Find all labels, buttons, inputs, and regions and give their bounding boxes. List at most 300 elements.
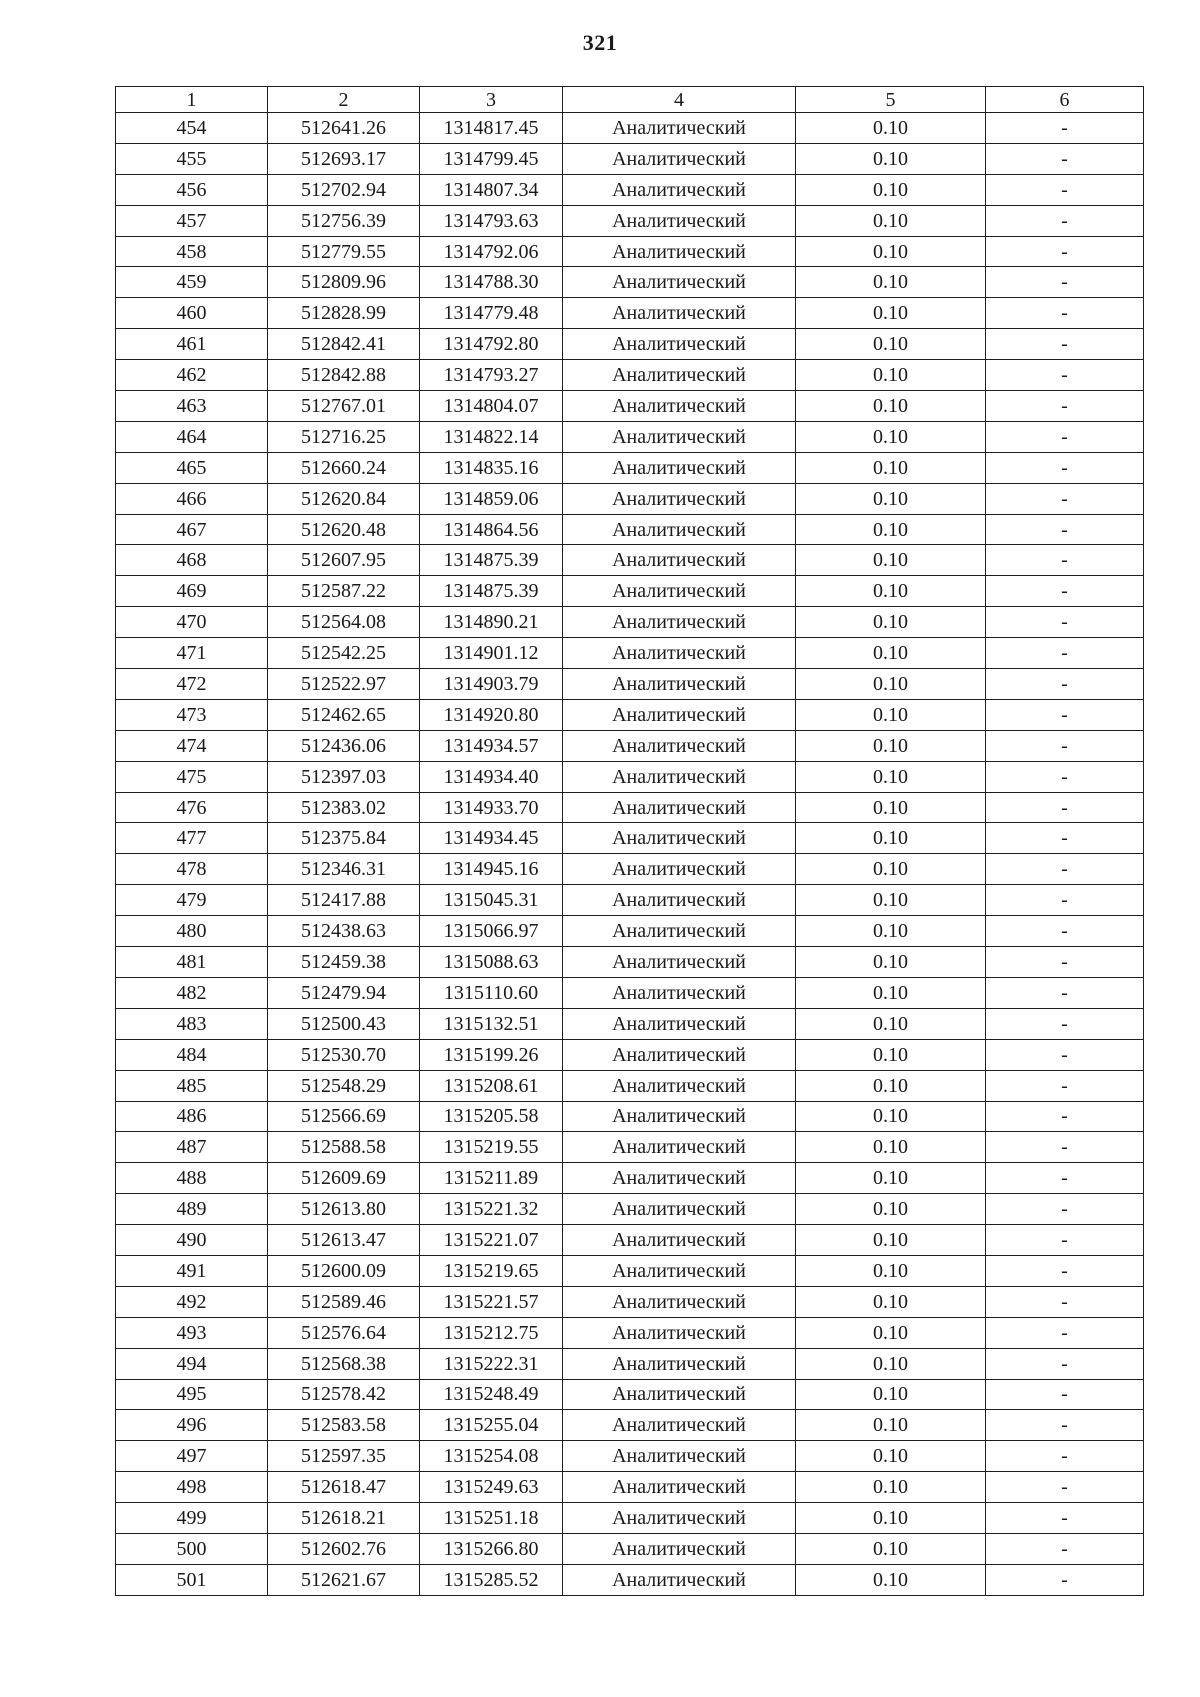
- cell-coordinate-x: 512779.55: [268, 236, 420, 267]
- cell-coordinate-x: 512397.03: [268, 761, 420, 792]
- table-row: [116, 452, 1144, 483]
- cell-point-number: 482: [116, 977, 268, 1008]
- cell-point-number: 460: [116, 298, 268, 329]
- cell-coordinate-x: 512375.84: [268, 823, 420, 854]
- table-row: [116, 699, 1144, 730]
- cell-coordinate-y: 1314807.34: [420, 174, 563, 205]
- cell-coordinate-y: 1315255.04: [420, 1410, 563, 1441]
- cell-accuracy: 0.10: [796, 421, 986, 452]
- cell-method: Аналитический: [563, 885, 796, 916]
- cell-note: -: [986, 1194, 1144, 1225]
- cell-method: Аналитический: [563, 1225, 796, 1256]
- cell-coordinate-x: 512620.48: [268, 514, 420, 545]
- cell-accuracy: 0.10: [796, 1286, 986, 1317]
- cell-point-number: 498: [116, 1472, 268, 1503]
- cell-point-number: 458: [116, 236, 268, 267]
- cell-accuracy: 0.10: [796, 1070, 986, 1101]
- cell-accuracy: 0.10: [796, 1008, 986, 1039]
- cell-accuracy: 0.10: [796, 761, 986, 792]
- table-row: [116, 1503, 1144, 1534]
- cell-point-number: 490: [116, 1225, 268, 1256]
- cell-accuracy: 0.10: [796, 452, 986, 483]
- cell-note: -: [986, 1101, 1144, 1132]
- cell-point-number: 473: [116, 699, 268, 730]
- cell-accuracy: 0.10: [796, 174, 986, 205]
- cell-accuracy: 0.10: [796, 792, 986, 823]
- table-row: [116, 236, 1144, 267]
- cell-point-number: 475: [116, 761, 268, 792]
- cell-accuracy: 0.10: [796, 576, 986, 607]
- cell-point-number: 462: [116, 360, 268, 391]
- cell-coordinate-y: 1315088.63: [420, 947, 563, 978]
- cell-point-number: 477: [116, 823, 268, 854]
- cell-coordinate-y: 1314817.45: [420, 113, 563, 144]
- cell-accuracy: 0.10: [796, 391, 986, 422]
- cell-coordinate-x: 512660.24: [268, 452, 420, 483]
- cell-coordinate-x: 512542.25: [268, 638, 420, 669]
- cell-point-number: 486: [116, 1101, 268, 1132]
- table-row: [116, 638, 1144, 669]
- cell-method: Аналитический: [563, 545, 796, 576]
- cell-note: -: [986, 854, 1144, 885]
- cell-method: Аналитический: [563, 1132, 796, 1163]
- cell-coordinate-y: 1315132.51: [420, 1008, 563, 1039]
- cell-method: Аналитический: [563, 854, 796, 885]
- cell-coordinate-y: 1315285.52: [420, 1564, 563, 1595]
- cell-point-number: 463: [116, 391, 268, 422]
- table-row: [116, 174, 1144, 205]
- cell-note: -: [986, 267, 1144, 298]
- cell-coordinate-y: 1314779.48: [420, 298, 563, 329]
- cell-coordinate-x: 512522.97: [268, 669, 420, 700]
- cell-method: Аналитический: [563, 1286, 796, 1317]
- cell-accuracy: 0.10: [796, 607, 986, 638]
- cell-point-number: 484: [116, 1039, 268, 1070]
- cell-coordinate-x: 512583.58: [268, 1410, 420, 1441]
- cell-coordinate-y: 1315199.26: [420, 1039, 563, 1070]
- cell-point-number: 501: [116, 1564, 268, 1595]
- cell-coordinate-x: 512568.38: [268, 1348, 420, 1379]
- table-row: [116, 329, 1144, 360]
- cell-coordinate-x: 512693.17: [268, 143, 420, 174]
- cell-accuracy: 0.10: [796, 699, 986, 730]
- cell-method: Аналитический: [563, 452, 796, 483]
- cell-coordinate-x: 512564.08: [268, 607, 420, 638]
- cell-point-number: 488: [116, 1163, 268, 1194]
- cell-method: Аналитический: [563, 483, 796, 514]
- cell-coordinate-y: 1315249.63: [420, 1472, 563, 1503]
- cell-method: Аналитический: [563, 1163, 796, 1194]
- cell-method: Аналитический: [563, 267, 796, 298]
- cell-accuracy: 0.10: [796, 514, 986, 545]
- cell-accuracy: 0.10: [796, 947, 986, 978]
- cell-coordinate-x: 512618.21: [268, 1503, 420, 1534]
- cell-note: -: [986, 113, 1144, 144]
- cell-point-number: 474: [116, 730, 268, 761]
- cell-note: -: [986, 483, 1144, 514]
- cell-note: -: [986, 421, 1144, 452]
- cell-coordinate-y: 1314934.40: [420, 761, 563, 792]
- cell-point-number: 476: [116, 792, 268, 823]
- table-row: [116, 1472, 1144, 1503]
- table-row: [116, 885, 1144, 916]
- cell-accuracy: 0.10: [796, 669, 986, 700]
- cell-point-number: 492: [116, 1286, 268, 1317]
- table-row: [116, 1379, 1144, 1410]
- cell-note: -: [986, 792, 1144, 823]
- cell-coordinate-y: 1314788.30: [420, 267, 563, 298]
- cell-coordinate-x: 512767.01: [268, 391, 420, 422]
- cell-accuracy: 0.10: [796, 730, 986, 761]
- cell-method: Аналитический: [563, 113, 796, 144]
- cell-method: Аналитический: [563, 576, 796, 607]
- cell-point-number: 459: [116, 267, 268, 298]
- cell-coordinate-y: 1314934.57: [420, 730, 563, 761]
- cell-note: -: [986, 452, 1144, 483]
- table-row: [116, 1163, 1144, 1194]
- cell-method: Аналитический: [563, 947, 796, 978]
- cell-accuracy: 0.10: [796, 1564, 986, 1595]
- table-row: [116, 607, 1144, 638]
- cell-coordinate-x: 512462.65: [268, 699, 420, 730]
- cell-note: -: [986, 669, 1144, 700]
- cell-note: -: [986, 1255, 1144, 1286]
- cell-method: Аналитический: [563, 792, 796, 823]
- cell-point-number: 483: [116, 1008, 268, 1039]
- cell-accuracy: 0.10: [796, 329, 986, 360]
- cell-point-number: 495: [116, 1379, 268, 1410]
- cell-accuracy: 0.10: [796, 916, 986, 947]
- cell-coordinate-x: 512417.88: [268, 885, 420, 916]
- table-row: [116, 792, 1144, 823]
- cell-coordinate-y: 1315221.57: [420, 1286, 563, 1317]
- table-row: [116, 421, 1144, 452]
- cell-note: -: [986, 1564, 1144, 1595]
- cell-point-number: 471: [116, 638, 268, 669]
- table-row: [116, 298, 1144, 329]
- cell-note: -: [986, 143, 1144, 174]
- cell-coordinate-x: 512842.41: [268, 329, 420, 360]
- cell-method: Аналитический: [563, 360, 796, 391]
- cell-method: Аналитический: [563, 391, 796, 422]
- cell-point-number: 485: [116, 1070, 268, 1101]
- cell-note: -: [986, 1286, 1144, 1317]
- cell-accuracy: 0.10: [796, 1410, 986, 1441]
- cell-coordinate-y: 1314903.79: [420, 669, 563, 700]
- cell-coordinate-x: 512383.02: [268, 792, 420, 823]
- cell-note: -: [986, 699, 1144, 730]
- cell-coordinate-y: 1315110.60: [420, 977, 563, 1008]
- table-row: [116, 514, 1144, 545]
- cell-coordinate-x: 512500.43: [268, 1008, 420, 1039]
- cell-coordinate-x: 512756.39: [268, 205, 420, 236]
- cell-coordinate-x: 512589.46: [268, 1286, 420, 1317]
- cell-coordinate-y: 1314835.16: [420, 452, 563, 483]
- table-row: [116, 1441, 1144, 1472]
- table-row: [116, 267, 1144, 298]
- cell-method: Аналитический: [563, 1101, 796, 1132]
- cell-method: Аналитический: [563, 1379, 796, 1410]
- cell-accuracy: 0.10: [796, 977, 986, 1008]
- cell-coordinate-x: 512436.06: [268, 730, 420, 761]
- cell-accuracy: 0.10: [796, 545, 986, 576]
- header-cell-2: 2: [268, 87, 420, 113]
- cell-coordinate-x: 512479.94: [268, 977, 420, 1008]
- cell-coordinate-x: 512578.42: [268, 1379, 420, 1410]
- cell-point-number: 491: [116, 1255, 268, 1286]
- table-row: [116, 1039, 1144, 1070]
- cell-coordinate-y: 1315221.32: [420, 1194, 563, 1225]
- cell-coordinate-y: 1315219.55: [420, 1132, 563, 1163]
- table-row: [116, 761, 1144, 792]
- cell-point-number: 487: [116, 1132, 268, 1163]
- cell-note: -: [986, 916, 1144, 947]
- cell-note: -: [986, 1070, 1144, 1101]
- cell-accuracy: 0.10: [796, 1348, 986, 1379]
- coordinates-table: [115, 86, 1144, 1596]
- cell-coordinate-y: 1315266.80: [420, 1533, 563, 1564]
- cell-note: -: [986, 360, 1144, 391]
- cell-coordinate-x: 512576.64: [268, 1317, 420, 1348]
- cell-method: Аналитический: [563, 1070, 796, 1101]
- cell-coordinate-y: 1314859.06: [420, 483, 563, 514]
- cell-point-number: 466: [116, 483, 268, 514]
- cell-note: -: [986, 205, 1144, 236]
- cell-accuracy: 0.10: [796, 1194, 986, 1225]
- cell-accuracy: 0.10: [796, 1163, 986, 1194]
- cell-coordinate-x: 512716.25: [268, 421, 420, 452]
- cell-coordinate-y: 1314822.14: [420, 421, 563, 452]
- cell-point-number: 470: [116, 607, 268, 638]
- cell-note: -: [986, 638, 1144, 669]
- cell-note: -: [986, 1132, 1144, 1163]
- cell-coordinate-x: 512548.29: [268, 1070, 420, 1101]
- cell-method: Аналитический: [563, 329, 796, 360]
- cell-point-number: 500: [116, 1533, 268, 1564]
- cell-coordinate-x: 512607.95: [268, 545, 420, 576]
- header-cell-6: 6: [986, 87, 1144, 113]
- cell-point-number: 494: [116, 1348, 268, 1379]
- cell-accuracy: 0.10: [796, 1503, 986, 1534]
- cell-point-number: 464: [116, 421, 268, 452]
- cell-method: Аналитический: [563, 699, 796, 730]
- cell-coordinate-y: 1314920.80: [420, 699, 563, 730]
- cell-coordinate-x: 512613.80: [268, 1194, 420, 1225]
- cell-accuracy: 0.10: [796, 143, 986, 174]
- cell-method: Аналитический: [563, 143, 796, 174]
- cell-note: -: [986, 1039, 1144, 1070]
- cell-point-number: 454: [116, 113, 268, 144]
- cell-coordinate-y: 1315045.31: [420, 885, 563, 916]
- cell-method: Аналитический: [563, 514, 796, 545]
- cell-note: -: [986, 1379, 1144, 1410]
- cell-coordinate-x: 512809.96: [268, 267, 420, 298]
- cell-coordinate-x: 512609.69: [268, 1163, 420, 1194]
- cell-coordinate-x: 512621.67: [268, 1564, 420, 1595]
- table-row: [116, 143, 1144, 174]
- cell-coordinate-y: 1314890.21: [420, 607, 563, 638]
- cell-coordinate-y: 1314933.70: [420, 792, 563, 823]
- cell-accuracy: 0.10: [796, 1132, 986, 1163]
- cell-point-number: 465: [116, 452, 268, 483]
- table-row: [116, 947, 1144, 978]
- cell-coordinate-y: 1314799.45: [420, 143, 563, 174]
- table-row: [116, 1070, 1144, 1101]
- header-cell-1: 1: [116, 87, 268, 113]
- cell-note: -: [986, 823, 1144, 854]
- cell-method: Аналитический: [563, 1533, 796, 1564]
- cell-method: Аналитический: [563, 607, 796, 638]
- cell-coordinate-y: 1314792.06: [420, 236, 563, 267]
- cell-point-number: 493: [116, 1317, 268, 1348]
- cell-accuracy: 0.10: [796, 1379, 986, 1410]
- cell-coordinate-y: 1315254.08: [420, 1441, 563, 1472]
- cell-point-number: 472: [116, 669, 268, 700]
- cell-coordinate-y: 1315208.61: [420, 1070, 563, 1101]
- cell-coordinate-y: 1314793.27: [420, 360, 563, 391]
- cell-coordinate-y: 1315251.18: [420, 1503, 563, 1534]
- cell-coordinate-y: 1314934.45: [420, 823, 563, 854]
- cell-method: Аналитический: [563, 823, 796, 854]
- cell-note: -: [986, 236, 1144, 267]
- table-row: [116, 916, 1144, 947]
- cell-coordinate-y: 1314793.63: [420, 205, 563, 236]
- cell-method: Аналитический: [563, 1008, 796, 1039]
- cell-coordinate-x: 512828.99: [268, 298, 420, 329]
- cell-point-number: 478: [116, 854, 268, 885]
- cell-coordinate-x: 512530.70: [268, 1039, 420, 1070]
- cell-accuracy: 0.10: [796, 1039, 986, 1070]
- cell-method: Аналитический: [563, 669, 796, 700]
- cell-coordinate-y: 1315211.89: [420, 1163, 563, 1194]
- cell-accuracy: 0.10: [796, 638, 986, 669]
- cell-note: -: [986, 545, 1144, 576]
- cell-note: -: [986, 1163, 1144, 1194]
- table-row: [116, 669, 1144, 700]
- cell-accuracy: 0.10: [796, 1317, 986, 1348]
- cell-coordinate-x: 512588.58: [268, 1132, 420, 1163]
- cell-coordinate-x: 512602.76: [268, 1533, 420, 1564]
- cell-coordinate-y: 1315221.07: [420, 1225, 563, 1256]
- table-row: [116, 854, 1144, 885]
- cell-note: -: [986, 1317, 1144, 1348]
- cell-accuracy: 0.10: [796, 298, 986, 329]
- table-row: [116, 1317, 1144, 1348]
- cell-accuracy: 0.10: [796, 236, 986, 267]
- cell-note: -: [986, 947, 1144, 978]
- cell-point-number: 467: [116, 514, 268, 545]
- header-cell-5: 5: [796, 87, 986, 113]
- cell-note: -: [986, 1441, 1144, 1472]
- cell-note: -: [986, 329, 1144, 360]
- cell-coordinate-x: 512613.47: [268, 1225, 420, 1256]
- cell-point-number: 455: [116, 143, 268, 174]
- cell-method: Аналитический: [563, 174, 796, 205]
- cell-coordinate-x: 512702.94: [268, 174, 420, 205]
- cell-coordinate-y: 1314804.07: [420, 391, 563, 422]
- cell-note: -: [986, 391, 1144, 422]
- cell-coordinate-x: 512438.63: [268, 916, 420, 947]
- cell-method: Аналитический: [563, 205, 796, 236]
- cell-coordinate-y: 1315248.49: [420, 1379, 563, 1410]
- table-row: [116, 576, 1144, 607]
- table-row: [116, 113, 1144, 144]
- header-cell-4: 4: [563, 87, 796, 113]
- cell-note: -: [986, 1503, 1144, 1534]
- cell-accuracy: 0.10: [796, 1255, 986, 1286]
- cell-method: Аналитический: [563, 1039, 796, 1070]
- table-row: [116, 1533, 1144, 1564]
- page-number: 321: [582, 30, 618, 55]
- table-row: [116, 730, 1144, 761]
- cell-note: -: [986, 174, 1144, 205]
- cell-point-number: 489: [116, 1194, 268, 1225]
- cell-coordinate-x: 512459.38: [268, 947, 420, 978]
- cell-coordinate-y: 1314875.39: [420, 576, 563, 607]
- cell-coordinate-y: 1314901.12: [420, 638, 563, 669]
- cell-point-number: 456: [116, 174, 268, 205]
- table-row: [116, 1286, 1144, 1317]
- table-row: [116, 1008, 1144, 1039]
- cell-point-number: 468: [116, 545, 268, 576]
- cell-coordinate-x: 512346.31: [268, 854, 420, 885]
- cell-accuracy: 0.10: [796, 205, 986, 236]
- cell-note: -: [986, 1410, 1144, 1441]
- cell-point-number: 457: [116, 205, 268, 236]
- cell-accuracy: 0.10: [796, 854, 986, 885]
- cell-method: Аналитический: [563, 761, 796, 792]
- cell-accuracy: 0.10: [796, 1533, 986, 1564]
- cell-coordinate-y: 1315205.58: [420, 1101, 563, 1132]
- cell-coordinate-x: 512566.69: [268, 1101, 420, 1132]
- cell-coordinate-x: 512600.09: [268, 1255, 420, 1286]
- cell-coordinate-x: 512842.88: [268, 360, 420, 391]
- table-row: [116, 360, 1144, 391]
- cell-method: Аналитический: [563, 1348, 796, 1379]
- cell-coordinate-x: 512587.22: [268, 576, 420, 607]
- cell-method: Аналитический: [563, 298, 796, 329]
- cell-method: Аналитический: [563, 977, 796, 1008]
- cell-accuracy: 0.10: [796, 1441, 986, 1472]
- cell-method: Аналитический: [563, 236, 796, 267]
- cell-coordinate-y: 1314792.80: [420, 329, 563, 360]
- table-row: [116, 1101, 1144, 1132]
- cell-coordinate-y: 1314864.56: [420, 514, 563, 545]
- table-row: [116, 977, 1144, 1008]
- cell-method: Аналитический: [563, 730, 796, 761]
- cell-method: Аналитический: [563, 421, 796, 452]
- cell-method: Аналитический: [563, 1564, 796, 1595]
- cell-method: Аналитический: [563, 916, 796, 947]
- cell-coordinate-y: 1314945.16: [420, 854, 563, 885]
- cell-method: Аналитический: [563, 1503, 796, 1534]
- cell-point-number: 497: [116, 1441, 268, 1472]
- cell-coordinate-x: 512597.35: [268, 1441, 420, 1472]
- cell-accuracy: 0.10: [796, 823, 986, 854]
- table-row: [116, 483, 1144, 514]
- cell-point-number: 480: [116, 916, 268, 947]
- table-row: [116, 545, 1144, 576]
- cell-coordinate-y: 1315066.97: [420, 916, 563, 947]
- cell-note: -: [986, 607, 1144, 638]
- cell-note: -: [986, 1472, 1144, 1503]
- cell-accuracy: 0.10: [796, 267, 986, 298]
- cell-method: Аналитический: [563, 1194, 796, 1225]
- cell-coordinate-y: 1315219.65: [420, 1255, 563, 1286]
- cell-accuracy: 0.10: [796, 113, 986, 144]
- table-header-row: [116, 87, 1144, 113]
- cell-note: -: [986, 298, 1144, 329]
